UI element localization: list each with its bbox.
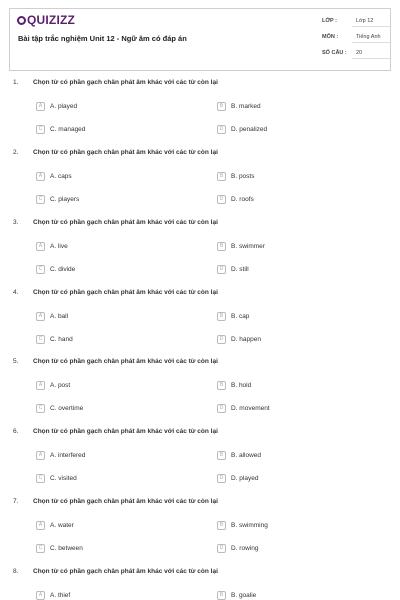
option-a[interactable] bbox=[36, 519, 74, 531]
option-label: D. played bbox=[231, 474, 259, 482]
option-letter-box: D bbox=[217, 265, 226, 274]
option-a[interactable] bbox=[36, 379, 70, 391]
worksheet-title: Bài tập trắc nghiệm Unit 12 - Ngữ âm có đáp án bbox=[18, 34, 187, 43]
question-text: Chọn từ có phần gạch chân phát âm khác với các từ còn lại bbox=[33, 289, 218, 296]
option-letter-box: A bbox=[36, 102, 45, 111]
option-c[interactable] bbox=[36, 123, 85, 135]
option-label: D. happen bbox=[231, 335, 261, 343]
meta-value: 20 bbox=[352, 50, 390, 59]
question-3 bbox=[0, 219, 400, 289]
option-label: A. ball bbox=[50, 312, 69, 320]
question-7 bbox=[0, 498, 400, 568]
option-letter-box: C bbox=[36, 125, 45, 134]
option-d[interactable] bbox=[217, 472, 258, 484]
option-letter-box: B bbox=[217, 521, 226, 530]
option-label: C. hand bbox=[50, 335, 73, 343]
logo-ring-icon bbox=[17, 16, 26, 25]
option-d[interactable] bbox=[217, 542, 258, 554]
option-c[interactable] bbox=[36, 472, 77, 484]
option-label: A. post bbox=[50, 381, 71, 389]
option-letter-box: C bbox=[36, 544, 45, 553]
option-d[interactable] bbox=[217, 263, 249, 275]
question-2 bbox=[0, 149, 400, 219]
question-5 bbox=[0, 358, 400, 428]
option-label: A. interfered bbox=[50, 451, 86, 459]
option-b[interactable] bbox=[217, 589, 256, 600]
option-b[interactable] bbox=[217, 310, 249, 322]
option-label: B. swimmer bbox=[231, 242, 265, 250]
option-label: C. overtime bbox=[50, 404, 84, 412]
option-letter-box: A bbox=[36, 312, 45, 321]
option-letter-box: D bbox=[217, 125, 226, 134]
option-label: D. still bbox=[231, 265, 249, 273]
option-d[interactable] bbox=[217, 402, 270, 414]
question-number: 8. bbox=[13, 568, 19, 575]
question-1 bbox=[0, 79, 400, 149]
option-d[interactable] bbox=[217, 333, 261, 345]
option-label: D. penalized bbox=[231, 125, 268, 133]
option-letter-box: B bbox=[217, 591, 226, 600]
option-letter-box: A bbox=[36, 521, 45, 530]
option-c[interactable] bbox=[36, 193, 79, 205]
meta-value: Tiếng Anh bbox=[352, 34, 390, 43]
question-8 bbox=[0, 568, 400, 600]
option-letter-box: C bbox=[36, 335, 45, 344]
option-label: C. players bbox=[50, 195, 80, 203]
option-letter-box: C bbox=[36, 195, 45, 204]
option-letter-box: B bbox=[217, 172, 226, 181]
option-label: B. hold bbox=[231, 381, 252, 389]
option-d[interactable] bbox=[217, 193, 254, 205]
question-number: 1. bbox=[13, 79, 19, 86]
option-label: B. allowed bbox=[231, 451, 261, 459]
option-label: A. caps bbox=[50, 172, 72, 180]
question-number: 3. bbox=[13, 219, 19, 226]
option-c[interactable] bbox=[36, 402, 83, 414]
option-letter-box: B bbox=[217, 451, 226, 460]
option-label: C. visited bbox=[50, 474, 77, 482]
option-letter-box: B bbox=[217, 312, 226, 321]
option-letter-box: B bbox=[217, 102, 226, 111]
quizizz-logo: QUIZIZZ bbox=[17, 13, 75, 27]
option-letter-box: C bbox=[36, 265, 45, 274]
option-label: A. water bbox=[50, 521, 74, 529]
option-a[interactable] bbox=[36, 310, 68, 322]
option-letter-box: D bbox=[217, 544, 226, 553]
option-label: A. thief bbox=[50, 591, 71, 599]
option-label: D. movement bbox=[231, 404, 270, 412]
option-a[interactable] bbox=[36, 589, 70, 600]
option-label: C. divide bbox=[50, 265, 76, 273]
option-letter-box: B bbox=[217, 242, 226, 251]
question-number: 6. bbox=[13, 428, 19, 435]
option-c[interactable] bbox=[36, 333, 73, 345]
option-letter-box: C bbox=[36, 474, 45, 483]
question-number: 7. bbox=[13, 498, 19, 505]
question-6 bbox=[0, 428, 400, 498]
option-label: B. goalie bbox=[231, 591, 257, 599]
option-label: B. swimming bbox=[231, 521, 268, 529]
option-letter-box: A bbox=[36, 381, 45, 390]
question-text: Chọn từ có phần gạch chân phát âm khác với các từ còn lại bbox=[33, 428, 218, 435]
option-c[interactable] bbox=[36, 263, 75, 275]
worksheet-header bbox=[9, 8, 391, 71]
option-letter-box: A bbox=[36, 591, 45, 600]
option-letter-box: A bbox=[36, 172, 45, 181]
option-label: A. live bbox=[50, 242, 68, 250]
option-label: D. roofs bbox=[231, 195, 254, 203]
option-letter-box: A bbox=[36, 451, 45, 460]
option-d[interactable] bbox=[217, 123, 267, 135]
option-b[interactable] bbox=[217, 100, 261, 112]
question-text: Chọn từ có phần gạch chân phát âm khác với các từ còn lại bbox=[33, 219, 218, 226]
option-a[interactable] bbox=[36, 449, 85, 461]
question-text: Chọn từ có phần gạch chân phát âm khác với các từ còn lại bbox=[33, 79, 218, 86]
option-b[interactable] bbox=[217, 170, 254, 182]
option-a[interactable] bbox=[36, 170, 72, 182]
question-text: Chọn từ có phần gạch chân phát âm khác với các từ còn lại bbox=[33, 568, 218, 575]
question-number: 4. bbox=[13, 289, 19, 296]
option-b[interactable] bbox=[217, 240, 265, 252]
option-b[interactable] bbox=[217, 519, 268, 531]
option-b[interactable] bbox=[217, 449, 261, 461]
option-letter-box: D bbox=[217, 404, 226, 413]
option-letter-box: D bbox=[217, 474, 226, 483]
option-label: C. between bbox=[50, 544, 83, 552]
option-label: A. played bbox=[50, 102, 78, 110]
meta-label: MÔN : bbox=[322, 34, 339, 40]
option-label: B. cap bbox=[231, 312, 250, 320]
option-letter-box: D bbox=[217, 335, 226, 344]
option-a[interactable] bbox=[36, 100, 77, 112]
option-letter-box: B bbox=[217, 381, 226, 390]
question-text: Chọn từ có phần gạch chân phát âm khác với các từ còn lại bbox=[33, 358, 218, 365]
option-label: B. posts bbox=[231, 172, 255, 180]
option-label: B. marked bbox=[231, 102, 261, 110]
question-4 bbox=[0, 289, 400, 359]
option-a[interactable] bbox=[36, 240, 68, 252]
meta-label: SỐ CÂU : bbox=[322, 50, 347, 56]
option-label: D. rowing bbox=[231, 544, 259, 552]
option-letter-box: D bbox=[217, 195, 226, 204]
meta-label: LỚP : bbox=[322, 18, 337, 24]
option-label: C. managed bbox=[50, 125, 86, 133]
question-number: 2. bbox=[13, 149, 19, 156]
question-number: 5. bbox=[13, 358, 19, 365]
question-text: Chọn từ có phần gạch chân phát âm khác với các từ còn lại bbox=[33, 498, 218, 505]
option-letter-box: A bbox=[36, 242, 45, 251]
option-b[interactable] bbox=[217, 379, 251, 391]
option-letter-box: C bbox=[36, 404, 45, 413]
question-text: Chọn từ có phần gạch chân phát âm khác với các từ còn lại bbox=[33, 149, 218, 156]
meta-value: Lớp 12 bbox=[352, 18, 390, 27]
option-c[interactable] bbox=[36, 542, 83, 554]
